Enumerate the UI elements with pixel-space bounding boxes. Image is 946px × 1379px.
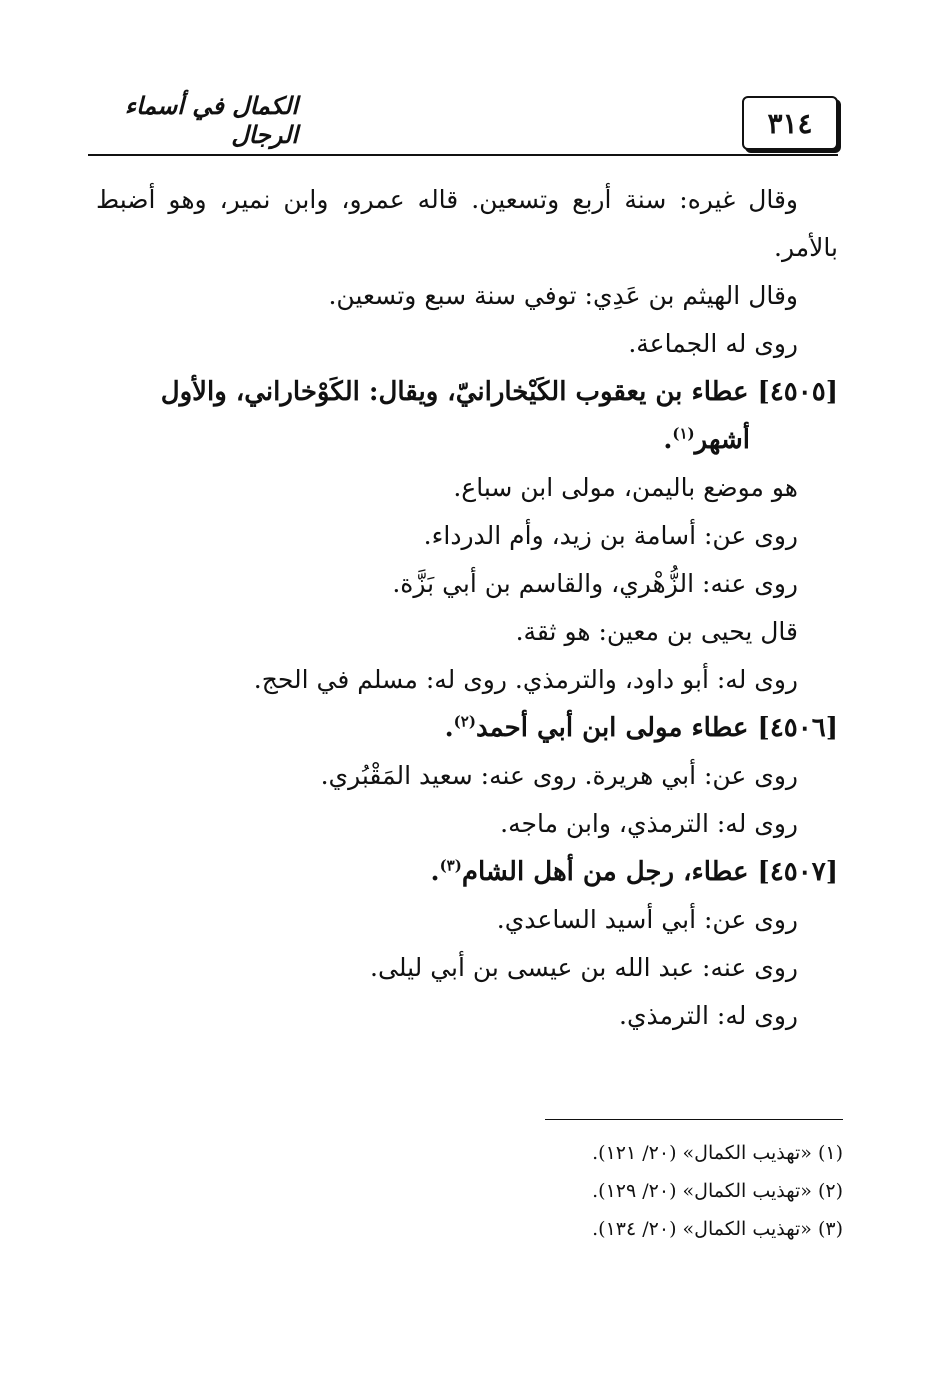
footnote-separator <box>545 1119 843 1120</box>
page-number: ٣١٤ <box>742 96 838 150</box>
footnote-ref: (٢) <box>453 712 476 731</box>
entry-title: عطاء بن يعقوب الكَيْخارانيّ، ويقال: الكَوْخاراني، والأول <box>160 377 749 407</box>
text-line: روى عن: أبي أسيد الساعدي. <box>496 905 798 934</box>
text-line: روى عنه: عبد الله بن عيسى بن أبي ليلى. <box>370 953 798 982</box>
entry-heading-4505 <box>96 368 838 416</box>
entry-title: عطاء، رجل من أهل الشام <box>461 857 749 887</box>
entry-number: [٤٥٠٧] <box>757 857 838 887</box>
entry-end: . <box>430 857 440 887</box>
entry-heading-4506 <box>96 704 838 752</box>
footnotes <box>300 1134 843 1248</box>
text-line: روى له: أبو داود، والترمذي. روى له: مسلم في الحج. <box>253 665 798 694</box>
page-header <box>88 92 838 154</box>
entry-title: عطاء مولى ابن أبي أحمد <box>475 713 749 743</box>
text-line: روى له: الترمذي. <box>619 1001 798 1030</box>
footnote-ref: (١) <box>672 424 695 443</box>
page-body <box>96 176 838 1040</box>
text-line: هو موضع باليمن، مولى ابن سباع. <box>453 473 798 502</box>
text-line: روى عن: أبي هريرة. روى عنه: سعيد المَقْبُري. <box>320 761 798 790</box>
header-rule <box>88 154 838 156</box>
text-line: قال يحيى بن معين: هو ثقة. <box>515 617 798 646</box>
text-line: وقال غيره: سنة أربع وتسعين. قاله عمرو، وابن نمير، وهو أضبط <box>96 185 798 214</box>
text-line: بالأمر. <box>774 233 838 262</box>
text-line: روى له: الترمذي، وابن ماجه. <box>500 809 798 838</box>
text-line: روى له الجماعة. <box>628 329 798 358</box>
footnote: (٣) «تهذيب الكمال» (٢٠/ ١٣٤). <box>592 1218 843 1240</box>
text-line: وقال الهيثم بن عَدِي: توفي سنة سبع وتسعين. <box>328 281 798 310</box>
text-line: روى عن: أسامة بن زيد، وأم الدرداء. <box>423 521 798 550</box>
entry-title-cont: أشهر <box>694 425 750 455</box>
book-title: الكمال في أسماء الرجال <box>124 91 298 149</box>
entry-heading-4505-cont <box>96 416 838 464</box>
entry-number: [٤٥٠٦] <box>757 713 838 743</box>
entry-end: . <box>444 713 454 743</box>
footnote-ref: (٣) <box>439 856 462 875</box>
text-line: روى عنه: الزُّهْري، والقاسم بن أبي بَزَّة. <box>392 569 798 598</box>
entry-number: [٤٥٠٥] <box>757 377 838 407</box>
entry-end: . <box>663 425 673 455</box>
footnote: (٢) «تهذيب الكمال» (٢٠/ ١٢٩). <box>592 1180 843 1202</box>
entry-heading-4507 <box>96 848 838 896</box>
footnote: (١) «تهذيب الكمال» (٢٠/ ١٢١). <box>592 1142 843 1164</box>
